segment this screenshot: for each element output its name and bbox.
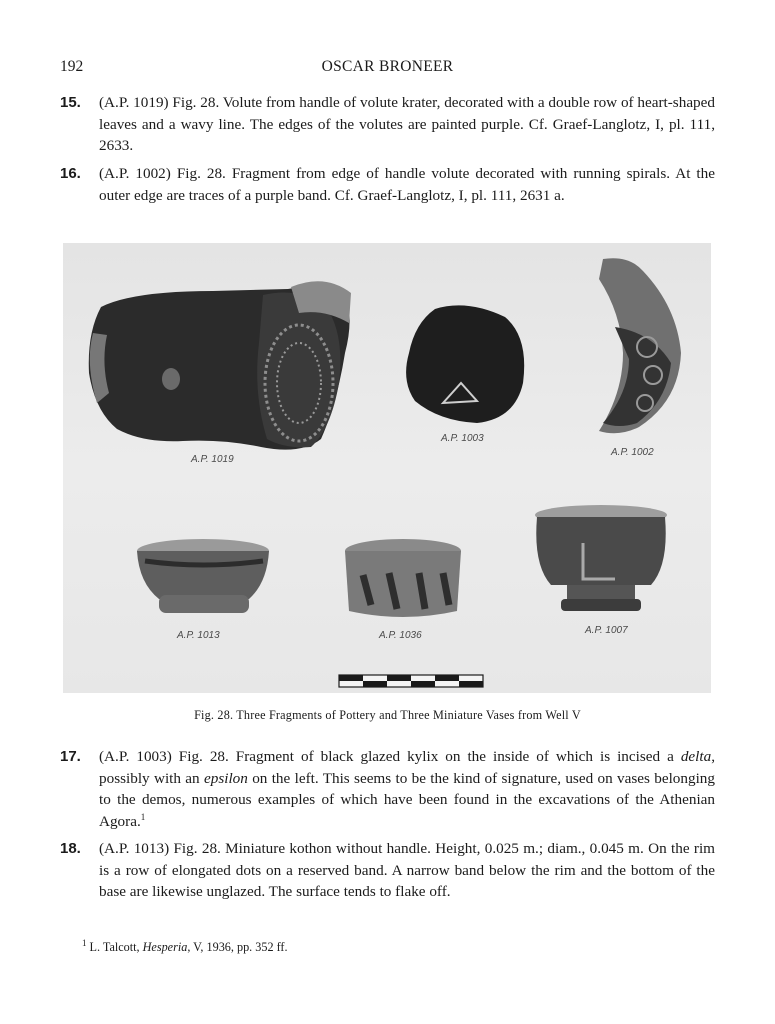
- catalog-entry-17: [60, 746, 715, 832]
- footnote-author: L. Talcott,: [89, 940, 143, 954]
- footnote-reference[interactable]: 1: [140, 811, 146, 822]
- figure-plate: [63, 243, 711, 693]
- footnote: [82, 937, 288, 955]
- miniature-vase-ap1007: [535, 505, 667, 611]
- catalog-entry-16: [60, 163, 715, 206]
- figure-caption: Fig. 28. Three Fragments of Pottery and Three Miniature Vases from Well V: [194, 708, 581, 722]
- entry-text: (A.P. 1003) Fig. 28. Fragment of black glazed kylix on the inside of which is incised a delta, possibly with an epsilon on the left. This seems to be the kind of signature, used on vases belonging to the demos, numerous examples of which have been found in the excavations of the Athenian Agora.$^1$: [99, 748, 715, 830]
- vase-fragment-ap1019: [89, 281, 351, 449]
- miniature-kothon-ap1013: [137, 539, 269, 613]
- figure-label-ap1036: A.P. 1036: [379, 630, 422, 641]
- page-number: 192: [60, 58, 84, 75]
- miniature-vase-ap1036: [345, 539, 461, 617]
- page-header: [60, 58, 715, 80]
- figure-label-ap1002: A.P. 1002: [611, 447, 654, 458]
- entry-number: 17.: [60, 748, 81, 765]
- figure-label-ap1003: A.P. 1003: [441, 433, 484, 444]
- footnote-rest: , V, 1936, pp. 352 ff.: [187, 940, 288, 954]
- entry-text: (A.P. 1013) Fig. 28. Miniature kothon without handle. Height, 0.025 m.; diam., 0.045 m. On the rim is a row of elongated dots on a reserved band. A narrow band below the rim and the bottom of the base are likewise unglazed. The surface tends to flake off.: [99, 840, 715, 900]
- epsilon-word: epsilon: [203, 769, 248, 787]
- entry-number: 18.: [60, 840, 81, 857]
- footnote-mark: 1: [82, 937, 87, 948]
- figure-label-ap1007: A.P. 1007: [585, 625, 628, 636]
- catalog-entry-15: [60, 92, 715, 157]
- spiral-fragment-ap1002: [599, 258, 681, 433]
- entry-text: (A.P. 1019) Fig. 28. Volute from handle of volute krater, decorated with a double row of heart-shaped leaves and a wavy line. The edges of the volutes are painted purple. Cf. Graef-Langlotz, I, pl. 111, 2633.: [99, 94, 715, 154]
- entry-number: 16.: [60, 165, 81, 182]
- footnote-journal: Hesperia: [142, 940, 188, 954]
- running-title: OSCAR BRONEER: [321, 58, 454, 75]
- catalog-entry-18: [60, 838, 715, 903]
- entry-number: 15.: [60, 94, 81, 111]
- figure-photo: [63, 243, 711, 693]
- figure-label-ap1019: A.P. 1019: [191, 454, 234, 465]
- entry-text: (A.P. 1002) Fig. 28. Fragment from edge of handle volute decorated with running spirals. At the outer edge are traces of a purple band. Cf. Graef-Langlotz, I, pl. 111, 2631 a.: [99, 165, 715, 204]
- scale-bar: [339, 675, 483, 687]
- figure-label-ap1013: A.P. 1013: [177, 630, 220, 641]
- delta-word: delta: [680, 748, 712, 765]
- kylix-fragment-ap1003: [406, 305, 524, 423]
